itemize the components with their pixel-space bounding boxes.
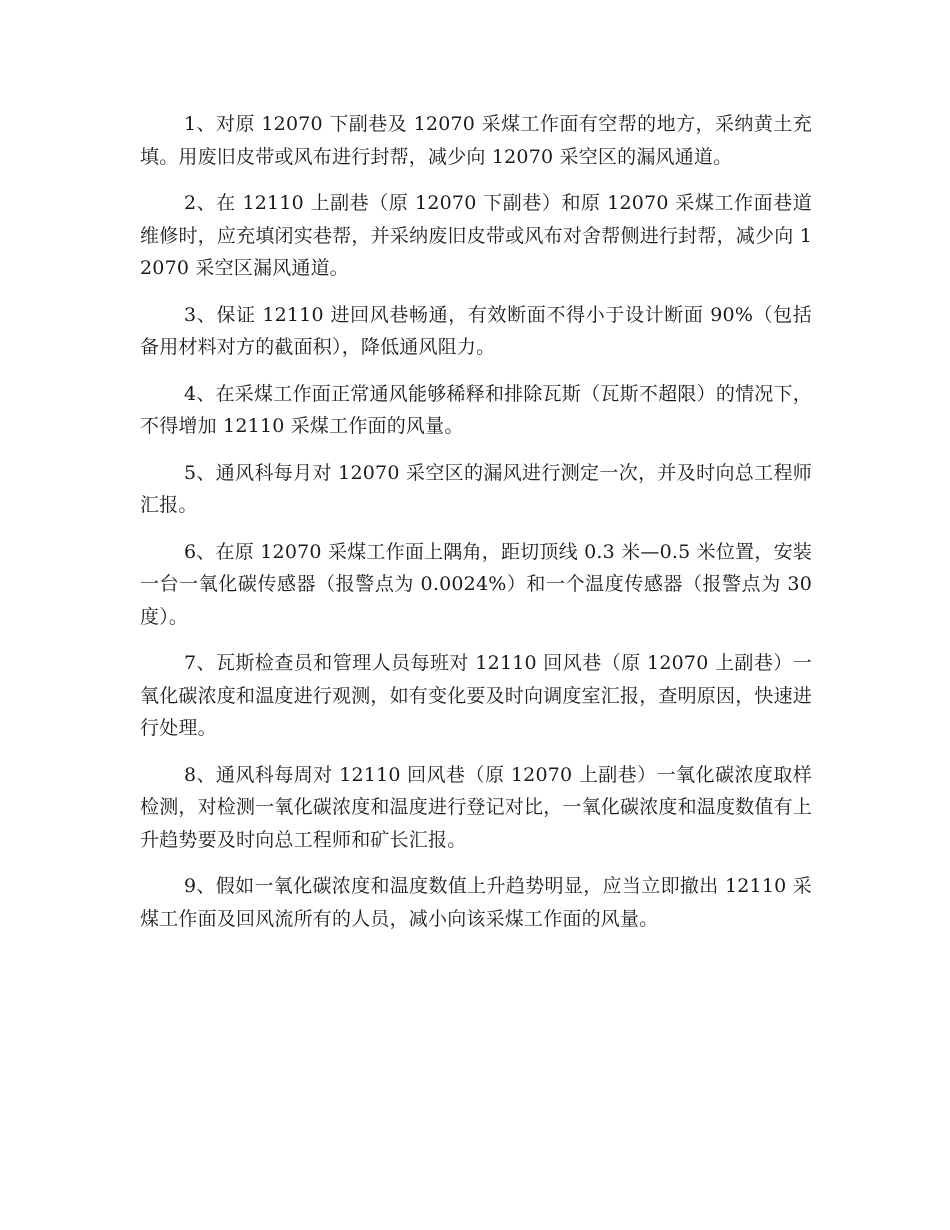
- paragraph-3: 3、保证 12110 进回风巷畅通，有效断面不得小于设计断面 90%（包括备用材料对方的截面积），降低通风阻力。: [140, 303, 812, 358]
- paragraph-8: 8、通风科每周对 12110 回风巷（原 12070 上副巷）一氧化碳浓度取样检测，对检测一氧化碳浓度和温度进行登记对比，一氧化碳浓度和温度数值有上升趋势要及时向总工程师和矿长汇报。: [140, 763, 813, 851]
- paragraph-6: 6、在原 12070 采煤工作面上隅角，距切顶线 0.3 米—0.5 米位置，安装一台一氧化碳传感器（报警点为 0.0024%）和一个温度传感器（报警点为 30 度）。: [140, 540, 812, 628]
- document-body: [140, 108, 812, 949]
- paragraph-7: 7、瓦斯检查员和管理人员每班对 12110 回风巷（原 12070 上副巷）一氧化碳浓度和温度进行观测，如有变化要及时向调度室汇报，查明原因，快速进行处理。: [140, 652, 813, 739]
- paragraph-1: 1、对原 12070 下副巷及 12070 采煤工作面有空帮的地方，采纳黄土充填。用废旧皮带或风布进行封帮，减少向 12070 采空区的漏风通道。: [140, 113, 812, 168]
- paragraph-5: 5、通风科每月对 12070 采空区的漏风进行测定一次，并及时向总工程师汇报。: [140, 461, 812, 516]
- paragraph-2: 2、在 12110 上副巷（原 12070 下副巷）和原 12070 采煤工作面巷道维修时，应充填闭实巷帮，并采纳废旧皮带或风布对舍帮侧进行封帮，减少向 12070 采空区漏风通道。: [140, 192, 812, 279]
- paragraph-9: 9、假如一氧化碳浓度和温度数值上升趋势明显，应当立即撤出 12110 采煤工作面及回风流所有的人员，减小向该采煤工作面的风量。: [140, 875, 812, 930]
- paragraph-4: 4、在采煤工作面正常通风能够稀释和排除瓦斯（瓦斯不超限）的情况下，不得增加 12110 采煤工作面的风量。: [140, 382, 812, 437]
